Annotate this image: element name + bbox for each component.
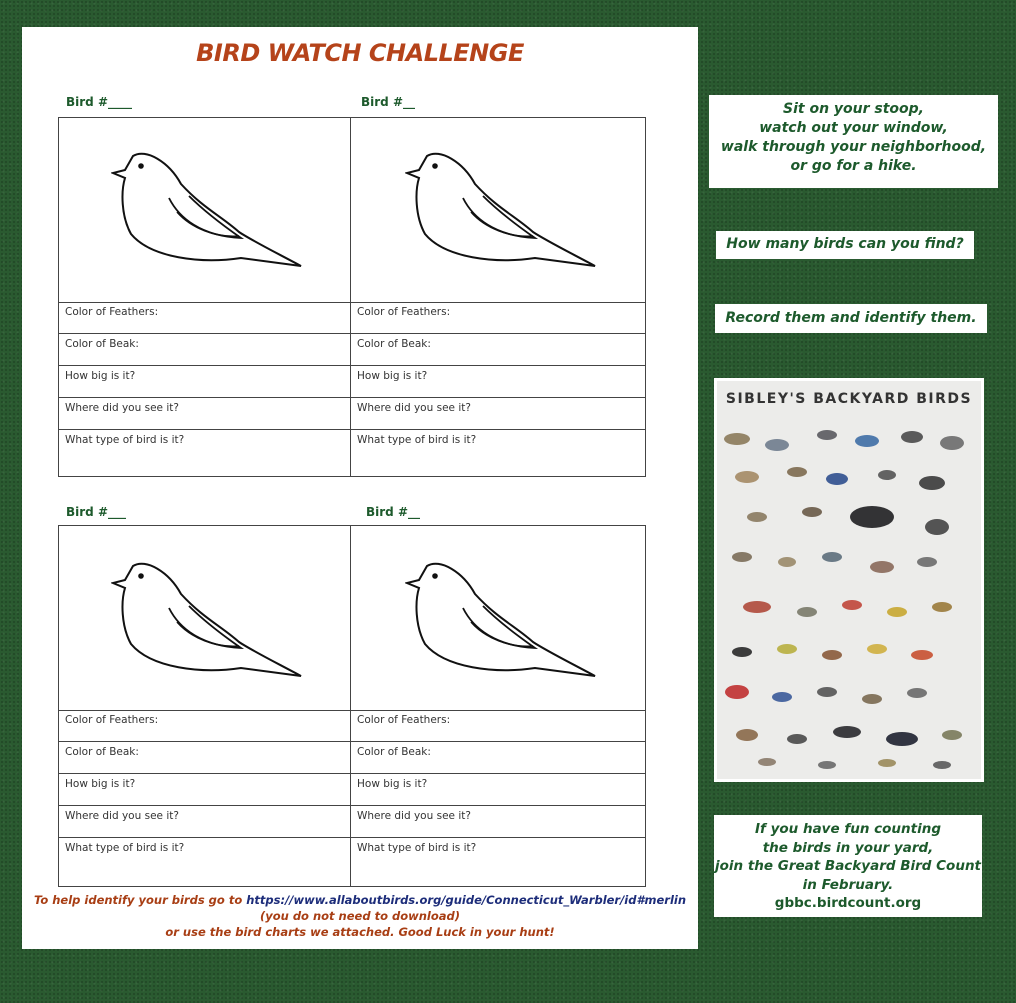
count-line: If you have fun counting xyxy=(754,821,941,837)
field-color-of-feathers: Color of Feathers: xyxy=(59,302,352,334)
help-line-3: or use the bird charts we attached. Good Luck in your hunt! xyxy=(165,925,555,939)
field-color-of-beak: Color of Beak: xyxy=(351,334,645,366)
field-where-seen: Where did you see it? xyxy=(351,806,645,838)
bird-picture-box xyxy=(351,526,645,711)
count-line: in February. xyxy=(802,876,894,893)
count-line: the birds in your yard, xyxy=(762,839,934,856)
field-color-of-beak: Color of Beak: xyxy=(59,334,352,366)
field-color-of-feathers: Color of Feathers: xyxy=(59,710,352,742)
intro-line: Sit on your stoop, xyxy=(783,101,924,117)
field-where-seen: Where did you see it? xyxy=(351,398,645,430)
field-bird-type: What type of bird is it? xyxy=(357,434,477,446)
field-color-of-feathers: Color of Feathers: xyxy=(351,302,645,334)
field-how-big: How big is it? xyxy=(351,774,645,806)
intro-line: walk through your neighborhood, xyxy=(720,139,987,155)
poster-title: SIBLEY'S BACKYARD BIRDS xyxy=(725,391,973,407)
sibley-poster xyxy=(714,378,984,782)
intro-line: or go for a hike. xyxy=(790,158,917,174)
help-line-2: (you do not need to download) xyxy=(259,909,461,923)
field-how-big: How big is it? xyxy=(59,366,352,398)
bird-picture-box xyxy=(59,526,352,711)
bird-number-label: Bird #__ xyxy=(361,95,415,109)
bird-card xyxy=(58,525,353,887)
allaboutbirds-link[interactable]: https://www.allaboutbirds.org/guide/Connecticut_Warbler/id#merlin xyxy=(246,893,687,907)
field-where-seen: Where did you see it? xyxy=(59,398,352,430)
record-panel: Record them and identify them. xyxy=(715,304,987,333)
field-how-big: How big is it? xyxy=(59,774,352,806)
bird-number-label: Bird #___ xyxy=(66,505,126,519)
field-bird-type: What type of bird is it? xyxy=(65,842,185,854)
intro-panel xyxy=(709,95,998,188)
bird-card xyxy=(350,525,646,887)
bird-count-panel xyxy=(714,815,982,917)
bird-poster-image xyxy=(717,417,981,777)
bird-card xyxy=(58,117,353,477)
bird-outline-icon xyxy=(405,556,605,686)
field-color-of-feathers: Color of Feathers: xyxy=(351,710,645,742)
gbbc-link[interactable]: gbbc.birdcount.org xyxy=(774,895,922,911)
bird-outline-icon xyxy=(405,146,605,276)
field-bird-type: What type of bird is it? xyxy=(65,434,185,446)
bird-number-label: Bird #__ xyxy=(366,505,420,519)
worksheet-title: BIRD WATCH CHALLENGE xyxy=(196,39,524,67)
bird-picture-box xyxy=(59,118,352,303)
intro-line: watch out your window, xyxy=(759,120,948,136)
bird-card xyxy=(350,117,646,477)
bird-number-label: Bird #____ xyxy=(66,95,132,109)
bird-outline-icon xyxy=(111,556,311,686)
question-panel: How many birds can you find? xyxy=(716,231,974,259)
field-color-of-beak: Color of Beak: xyxy=(351,742,645,774)
help-line-1 xyxy=(22,893,698,907)
bird-picture-box xyxy=(351,118,645,303)
help-prefix: To help identify your birds go to xyxy=(33,893,247,907)
field-bird-type: What type of bird is it? xyxy=(357,842,477,854)
count-line: join the Great Backyard Bird Count xyxy=(714,858,982,874)
field-color-of-beak: Color of Beak: xyxy=(59,742,352,774)
field-where-seen: Where did you see it? xyxy=(59,806,352,838)
worksheet xyxy=(22,27,698,949)
field-how-big: How big is it? xyxy=(351,366,645,398)
bird-outline-icon xyxy=(111,146,311,276)
